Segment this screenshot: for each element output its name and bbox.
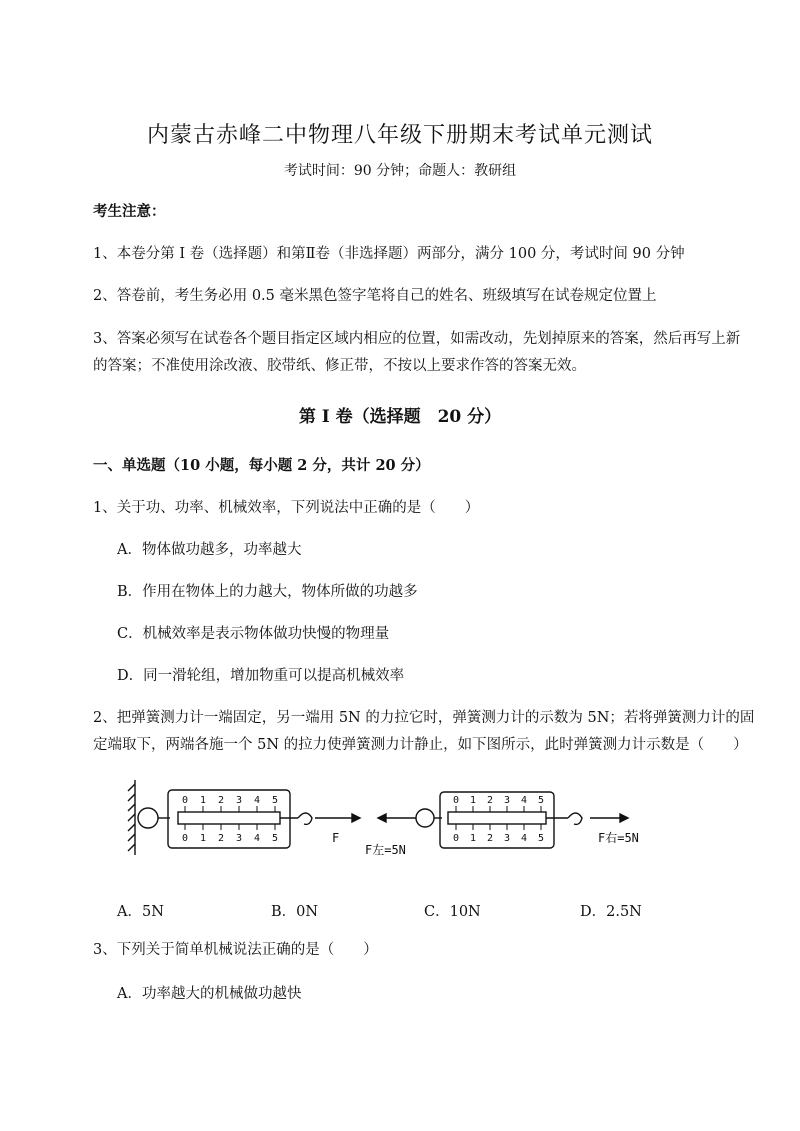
question-3-stem: 3、下列关于简单机械说法正确的是（ ） xyxy=(93,942,378,958)
notice-item-1: 1、本卷分第 I 卷（选择题）和第Ⅱ卷（非选择题）两部分，满分 100 分，考试时间 90 分钟 xyxy=(93,246,685,262)
question-2-stem-line1: 2、把弹簧测力计一端固定，另一端用 5N 的力拉它时，弹簧测力计的示数为 5N；若将弹簧测力计的固 xyxy=(93,710,755,726)
left-spring-scale xyxy=(138,790,360,848)
question-1-option-c: C．机械效率是表示物体做功快慢的物理量 xyxy=(117,626,390,642)
question-1-stem: 1、关于功、功率、机械效率，下列说法中正确的是（ ） xyxy=(93,500,480,516)
wall xyxy=(128,780,135,855)
spring-scale-figure xyxy=(120,770,680,870)
notice-item-3: 3、答案必须写在试卷各个题目指定区域内相应的位置，如需改动，先划掉原来的答案，然后再写上新 xyxy=(93,331,741,347)
label-f-right: F右=5N xyxy=(598,831,639,845)
notice-heading: 考生注意： xyxy=(93,203,166,220)
part-heading: 一、单选题（10 小题，每小题 2 分，共计 20 分） xyxy=(93,457,430,474)
digit: 1 xyxy=(469,795,477,806)
right-arrow-head xyxy=(620,814,628,822)
digit: 3 xyxy=(503,833,511,844)
ring xyxy=(416,809,434,827)
question-2-option-d: D．2.5N xyxy=(580,904,642,920)
digit: 2 xyxy=(217,795,225,806)
label-f-left: F左=5N xyxy=(365,843,406,857)
digit: 4 xyxy=(253,795,261,806)
label-f: F xyxy=(332,831,340,845)
question-1-option-d: D．同一滑轮组，增加物重可以提高机械效率 xyxy=(117,668,405,684)
arrow-head xyxy=(352,814,360,822)
left-ring xyxy=(138,808,158,828)
left-scale-ticks-top xyxy=(185,806,275,830)
right-scale-digits xyxy=(453,795,544,844)
question-3-option-a: A．功率越大的机械做功越快 xyxy=(117,986,302,1002)
right-scale-ticks xyxy=(456,806,541,830)
notice-item-2: 2、答卷前，考生务必用 0.5 毫米黑色签字笔将自己的姓名、班级填写在试卷规定位置上 xyxy=(93,288,657,304)
digit: 2 xyxy=(486,795,494,806)
section-title: 第 I 卷（选择题 20 分） xyxy=(298,407,502,427)
digit: 0 xyxy=(452,833,460,844)
notice-item-3-cont: 的答案；不准使用涂改液、胶带纸、修正带，不按以上要求作答的答案无效。 xyxy=(93,358,586,374)
question-1-option-a: A．物体做功越多，功率越大 xyxy=(117,542,302,558)
digit: 5 xyxy=(271,795,279,806)
digit: 2 xyxy=(486,833,494,844)
digit: 3 xyxy=(235,795,243,806)
digit: 4 xyxy=(253,833,261,844)
digit: 0 xyxy=(452,795,460,806)
digit: 5 xyxy=(271,833,279,844)
page-subtitle: 考试时间：90 分钟；命题人：教研组 xyxy=(283,163,517,179)
question-2-option-c: C．10N xyxy=(424,904,481,920)
digit: 5 xyxy=(537,833,545,844)
right-hook xyxy=(568,813,582,824)
left-arrow-head xyxy=(378,814,386,822)
digit: 4 xyxy=(520,795,528,806)
digit: 3 xyxy=(235,833,243,844)
digit: 1 xyxy=(199,795,207,806)
question-2-option-a: A．5N xyxy=(117,904,164,920)
page-title: 内蒙古赤峰二中物理八年级下册期末考试单元测试 xyxy=(146,123,653,148)
left-scale-digits xyxy=(182,795,278,844)
question-1-option-b: B．作用在物体上的力越大，物体所做的功越多 xyxy=(117,584,418,600)
digit: 1 xyxy=(199,833,207,844)
digit: 2 xyxy=(217,833,225,844)
digit: 3 xyxy=(503,795,511,806)
digit: 5 xyxy=(537,795,545,806)
digit: 0 xyxy=(181,795,189,806)
right-hook xyxy=(298,813,312,824)
question-2-stem-line2: 定端取下，两端各施一个 5N 的拉力使弹簧测力计静止，如下图所示，此时弹簧测力计示数是（ ） xyxy=(93,737,748,753)
digit: 0 xyxy=(181,833,189,844)
digit: 1 xyxy=(469,833,477,844)
digit: 4 xyxy=(520,833,528,844)
question-2-option-b: B．0N xyxy=(271,904,319,920)
